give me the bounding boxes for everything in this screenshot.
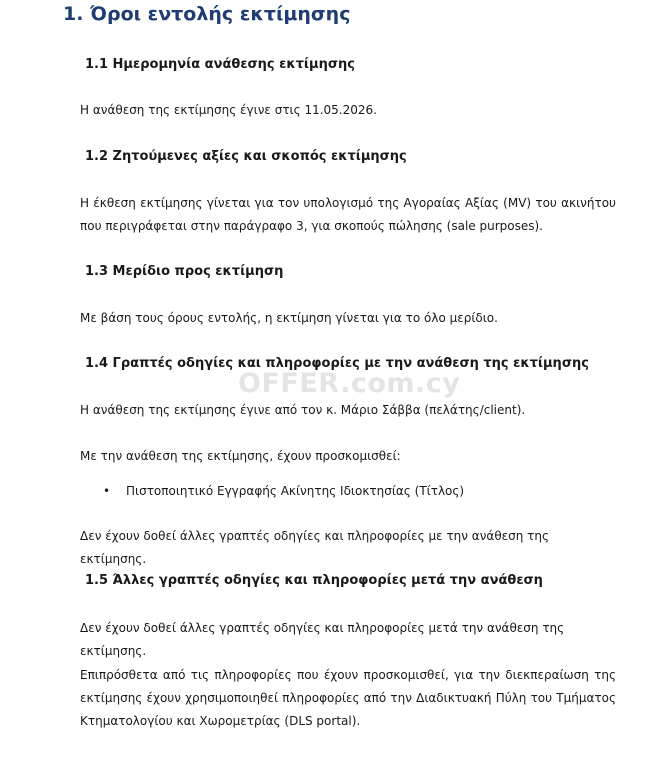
bullet-icon: • xyxy=(103,484,111,498)
section-title: 1. Όροι εντολής εκτίμησης xyxy=(63,3,351,25)
paragraph-1-1: Η ανάθεση της εκτίμησης έγινε στις 11.05.2026. xyxy=(80,103,377,117)
paragraph-1-4-b: Με την ανάθεση της εκτίμησης, έχουν προσκομισθεί: xyxy=(80,449,401,463)
paragraph-1-5-a: Δεν έχουν δοθεί άλλες γραπτές οδηγίες και πληροφορίες μετά την ανάθεση της εκτίμησης. xyxy=(80,621,565,658)
paragraph-1-2: Η έκθεση εκτίμησης γίνεται για τον υπολογισμό της Αγοραίας Αξίας (MV) του ακινήτου που περιγράφεται στην παράγραφο 3, για σκοπούς πώλησης (sale purposes). xyxy=(80,196,616,233)
paragraph-1-3: Με βάση τους όρους εντολής, η εκτίμηση γίνεται για το όλο μερίδιο. xyxy=(80,311,498,325)
watermark: OFFER.com.cy xyxy=(238,368,461,399)
heading-1-4: 1.4 Γραπτές οδηγίες και πληροφορίες με την ανάθεση της εκτίμησης xyxy=(85,356,589,371)
paragraph-1-4-a: Η ανάθεση της εκτίμησης έγινε από τον κ. Μάριο Σάββα (πελάτης/client). xyxy=(80,403,526,417)
heading-1-3: 1.3 Μερίδιο προς εκτίμηση xyxy=(85,264,284,279)
paragraph-1-5-b: Επιπρόσθετα από τις πληροφορίες που έχουν προσκομισθεί, για την διεκπεραίωση της εκτίμησης έχουν χρησιμοποιηθεί πληροφορίες από την Διαδικτυακή Πύλη του Τμήματος Κτηματολογίου και Χωρομετρίας (DLS portal). xyxy=(80,668,616,728)
heading-1-2: 1.2 Ζητούμενες αξίες και σκοπός εκτίμησης xyxy=(85,149,407,164)
heading-1-5: 1.5 Άλλες γραπτές οδηγίες και πληροφορίες μετά την ανάθεση xyxy=(85,573,543,588)
paragraph-1-4-c: Δεν έχουν δοθεί άλλες γραπτές οδηγίες και πληροφορίες με την ανάθεση της εκτίμησης. xyxy=(80,529,550,566)
heading-1-1: 1.1 Ημερομηνία ανάθεσης εκτίμησης xyxy=(85,57,355,72)
bullet-item: Πιστοποιητικό Εγγραφής Ακίνητης Ιδιοκτησίας (Τίτλος) xyxy=(126,484,465,498)
